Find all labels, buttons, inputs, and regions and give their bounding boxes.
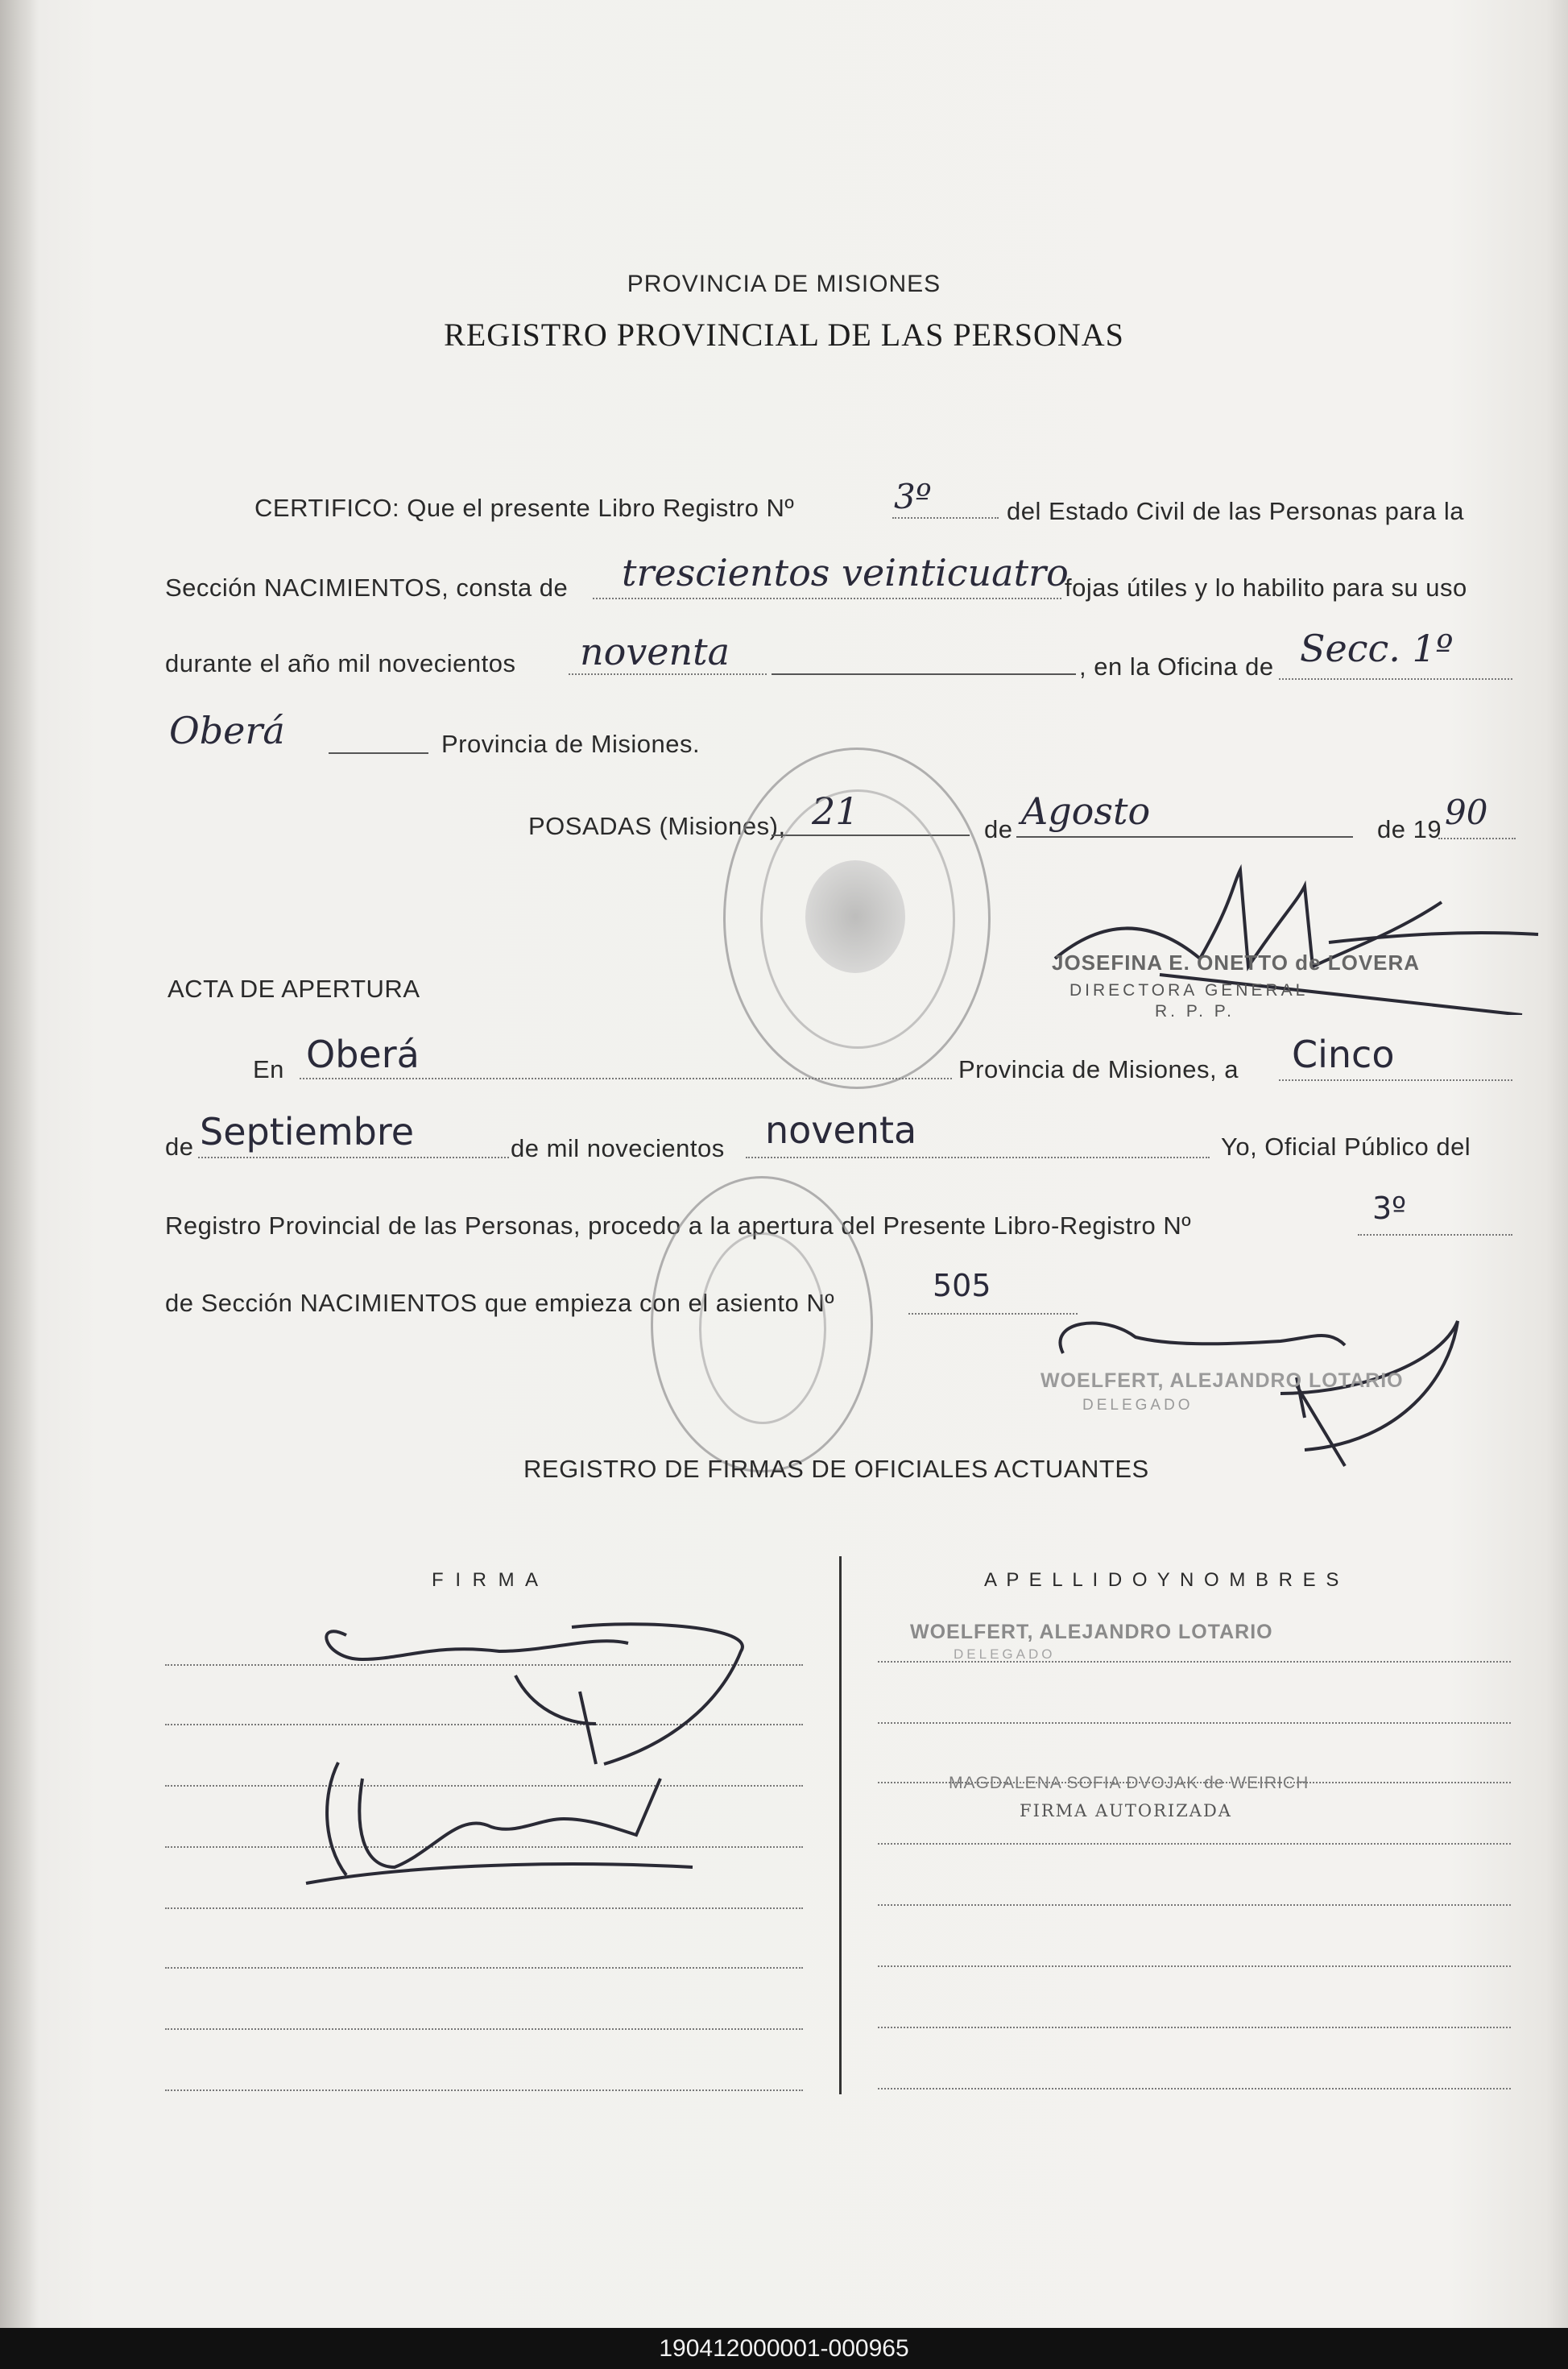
cert-book-number-line bbox=[892, 517, 999, 519]
cert-year-line-a bbox=[569, 673, 767, 675]
director-stamp-org: R. P. P. bbox=[1155, 1002, 1235, 1021]
cert-line3-prefix: durante el año mil novecientos bbox=[165, 649, 516, 677]
cert-month: Agosto bbox=[1021, 789, 1151, 833]
apertura-day-words: Cinco bbox=[1292, 1033, 1395, 1076]
apertura-en: En bbox=[253, 1055, 284, 1083]
firma-row-line bbox=[165, 2089, 803, 2091]
nombres-row-line bbox=[878, 1722, 1511, 1724]
apertura-month-line bbox=[198, 1157, 509, 1158]
cert-line4-suffix: Provincia de Misiones. bbox=[441, 730, 701, 758]
cert-line2-prefix: Sección NACIMIENTOS, consta de bbox=[165, 574, 569, 602]
nombres-row-line bbox=[878, 2088, 1511, 2089]
director-stamp-title: DIRECTORA GENERAL bbox=[1069, 981, 1309, 1000]
cert-folios: trescientos veinticuatro bbox=[622, 551, 1069, 594]
apertura-year-prefix: de mil novecientos bbox=[511, 1134, 725, 1162]
firma-row-line bbox=[165, 1967, 803, 1969]
apertura-year-line bbox=[746, 1157, 1210, 1158]
apertura-entry-number: 505 bbox=[933, 1268, 991, 1303]
cert-year-digits: 90 bbox=[1445, 793, 1488, 832]
officer-name-1: WOELFERT, ALEJANDRO LOTARIO bbox=[910, 1621, 1273, 1643]
nombres-row-line bbox=[878, 1965, 1511, 1967]
col-firma-heading: F I R M A bbox=[432, 1569, 542, 1591]
cert-year-words: noventa bbox=[580, 630, 730, 673]
cert-city-line bbox=[329, 752, 428, 754]
apertura-heading: ACTA DE APERTURA bbox=[168, 975, 420, 1003]
officer-role-1: DELEGADO bbox=[954, 1646, 1056, 1662]
cert-folios-line bbox=[593, 598, 1061, 599]
col-nombres-heading: A P E L L I D O Y N O M B R E S bbox=[984, 1569, 1342, 1591]
apertura-official-text: Yo, Oficial Público del bbox=[1221, 1133, 1471, 1161]
apertura-year-words: noventa bbox=[765, 1108, 917, 1152]
officer-signature-2 bbox=[298, 1746, 701, 1907]
book-spine bbox=[0, 0, 39, 2369]
cert-date-prefix: POSADAS (Misiones), bbox=[528, 812, 786, 840]
delegate-stamp-name: WOELFERT, ALEJANDRO LOTARIO bbox=[1041, 1369, 1404, 1392]
apertura-city-line bbox=[300, 1078, 952, 1079]
cert-year-line-b bbox=[772, 673, 1076, 675]
signatures-heading: REGISTRO DE FIRMAS DE OFICIALES ACTUANTES bbox=[523, 1455, 1149, 1483]
cert-date-de: de bbox=[984, 815, 1013, 843]
cert-line1-suffix: del Estado Civil de las Personas para la bbox=[1007, 497, 1464, 525]
officer-name-2: MAGDALENA SOFIA DVOJAK de WEIRICH bbox=[949, 1774, 1309, 1792]
apertura-de: de bbox=[165, 1133, 194, 1161]
cert-line1-prefix: CERTIFICO: Que el presente Libro Registro Nº bbox=[254, 494, 795, 522]
cert-line2-suffix: fojas útiles y lo habilito para su uso bbox=[1065, 574, 1467, 602]
cert-office-city: Oberá bbox=[169, 709, 285, 752]
cert-line3-mid: , en la Oficina de bbox=[1079, 652, 1274, 681]
firma-row-line bbox=[165, 1907, 803, 1909]
apertura-province-text: Provincia de Misiones, a bbox=[958, 1055, 1239, 1083]
cert-month-line bbox=[1016, 836, 1353, 838]
apertura-line4: de Sección NACIMIENTOS que empieza con el asiento Nº bbox=[165, 1289, 835, 1317]
cert-day: 21 bbox=[812, 789, 859, 833]
apertura-day-line bbox=[1279, 1079, 1512, 1081]
coat-of-arms-icon bbox=[805, 860, 905, 973]
document-code-bar: 190412000001-000965 bbox=[0, 2328, 1568, 2369]
apertura-book-number: 3º bbox=[1372, 1191, 1407, 1226]
apertura-book-line bbox=[1358, 1234, 1512, 1236]
cert-office-line bbox=[1279, 678, 1512, 680]
nombres-row-line bbox=[878, 1843, 1511, 1845]
nombres-row-line bbox=[878, 1904, 1511, 1906]
cert-year-digits-line bbox=[1438, 838, 1516, 839]
delegation-seal-inner bbox=[699, 1232, 826, 1424]
apertura-month: Septiembre bbox=[200, 1110, 415, 1153]
nombres-row-line bbox=[878, 2027, 1511, 2028]
firma-row-line bbox=[165, 2028, 803, 2030]
cert-book-number: 3º bbox=[894, 477, 932, 516]
delegate-stamp-title: DELEGADO bbox=[1082, 1397, 1194, 1414]
registry-title: REGISTRO PROVINCIAL DE LAS PERSONAS bbox=[444, 317, 1124, 353]
officer-role-2: FIRMA AUTORIZADA bbox=[1020, 1801, 1232, 1820]
apertura-line3: Registro Provincial de las Personas, procedo a la apertura del Presente Libro-Registro Nº bbox=[165, 1211, 1192, 1240]
cert-office: Secc. 1º bbox=[1300, 627, 1454, 670]
province-title: PROVINCIA DE MISIONES bbox=[627, 271, 941, 297]
apertura-city: Oberá bbox=[306, 1033, 420, 1076]
cert-date-year-prefix: de 19 bbox=[1377, 815, 1442, 843]
director-stamp-name: JOSEFINA E. ONETTO de LOVERA bbox=[1052, 950, 1421, 975]
column-divider bbox=[839, 1556, 842, 2094]
